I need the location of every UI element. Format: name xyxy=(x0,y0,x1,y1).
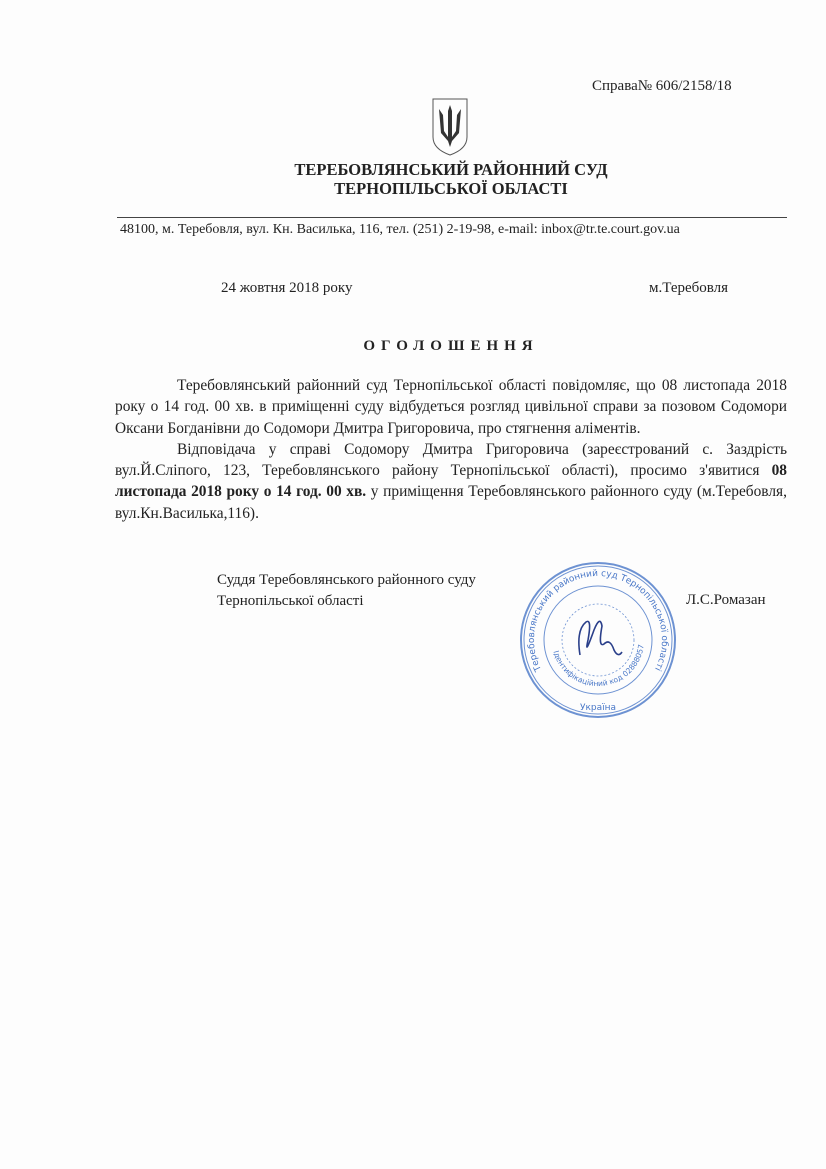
paragraph-announcement: Теребовлянський районний суд Тернопільської області повідомляє, що 08 листопада 2018 року о 14 год. 00 хв. в приміщенні суду відбудеться розгляд цивільної справи за позовом Содомори Оксани Богданівни до Содомори Дмитра Григоровича, про стягнення аліментів. xyxy=(115,377,787,437)
judge-title xyxy=(217,570,476,612)
judge-title-line2: Тернопільської області xyxy=(217,593,364,609)
judge-name: Л.С.Ромазан xyxy=(686,592,766,608)
document-heading: ОГОЛОШЕННЯ xyxy=(363,338,539,354)
court-address: 48100, м. Теребовля, вул. Кн. Василька, 116, тел. (251) 2-19-98, e-mail: inbox@tr.te.court.gov.ua xyxy=(120,222,680,237)
summons-location: у приміщення Теребовлянського районного суду (м.Теребовля, вул.Кн.Василька,116). xyxy=(115,483,787,522)
court-name xyxy=(0,160,826,198)
coat-of-arms-trident-icon xyxy=(431,97,469,157)
stamp-inner-text: Ідентифікаційний код 02888057 xyxy=(551,643,646,689)
document-date: 24 жовтня 2018 року xyxy=(221,280,353,296)
court-stamp xyxy=(518,560,678,720)
judge-title-line1: Суддя Теребовлянського районного суду xyxy=(217,572,476,588)
stamp-outer-text: Теребовлянський районний суд Тернопільської області xyxy=(526,568,670,673)
stamp-bottom-text: Україна xyxy=(579,703,617,713)
document-body xyxy=(115,375,787,524)
summons-text: Відповідача у справі Содомору Дмитра Григоровича (зареєстрований с. Заздрість вул.Й.Сліпого, 123, Теребовлянського району Тернопільської області), просимо з'явитися xyxy=(115,440,787,480)
hearing-datetime: 08 листопада 2018 року о 14 год. 00 хв. xyxy=(115,462,787,501)
court-name-line2: ТЕРНОПІЛЬСЬКОЇ ОБЛАСТІ xyxy=(334,179,568,198)
header-divider xyxy=(117,217,787,218)
case-number: Справа№ 606/2158/18 xyxy=(592,78,732,94)
paragraph-summons xyxy=(115,439,787,524)
document-city: м.Теребовля xyxy=(649,280,729,296)
court-name-line1: ТЕРЕБОВЛЯНСЬКИЙ РАЙОННИЙ СУД xyxy=(294,160,608,179)
handwritten-signature xyxy=(579,621,622,655)
